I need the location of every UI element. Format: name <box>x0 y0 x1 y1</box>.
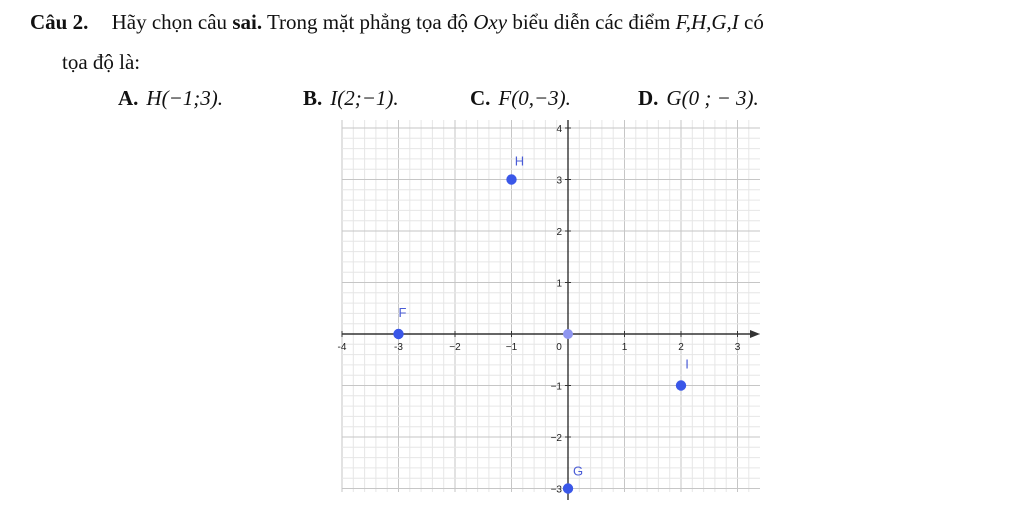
point-label-g: G <box>572 463 584 479</box>
point-o <box>563 329 573 339</box>
x-tick-label: −1 <box>505 342 518 353</box>
y-tick-label: −1 <box>550 381 562 393</box>
question-rest2: biểu diễn các điểm <box>512 10 671 34</box>
question-rest: Trong mặt phẳng tọa độ <box>266 10 469 34</box>
point-f <box>393 329 403 339</box>
point-g <box>563 483 573 493</box>
x-tick-label: -3 <box>394 342 403 353</box>
option-b-value: I(2;−1). <box>330 86 399 110</box>
x-tick-label: 2 <box>678 342 684 353</box>
y-tick-label: −2 <box>550 433 562 444</box>
x-tick-label: -4 <box>337 342 347 353</box>
question-prefix: Hãy chọn câu <box>111 10 228 34</box>
question-emphasis: sai. <box>232 10 263 34</box>
question-points-list: F,H,G,I <box>675 10 739 34</box>
y-tick-label: −3 <box>550 484 562 496</box>
option-a-value: H(−1;3). <box>146 86 223 110</box>
point-i <box>676 380 686 390</box>
option-d-label: D. <box>638 86 659 110</box>
point-h <box>506 174 516 184</box>
y-tick-label: 2 <box>556 227 562 238</box>
x-tick-label: 3 <box>734 342 741 353</box>
x-tick-label: −2 <box>449 342 461 353</box>
x-axis-arrow <box>750 330 760 338</box>
question-line-2: tọa độ là: <box>62 50 141 74</box>
option-d-value: G(0 ; − 3). <box>666 86 759 110</box>
y-tick-label: 3 <box>556 175 562 187</box>
option-c-label: C. <box>470 86 491 110</box>
question-system: Oxy <box>473 10 508 34</box>
point-label-f: F <box>398 305 407 320</box>
question-number: Câu 2. <box>30 10 89 34</box>
option-a-label: A. <box>118 86 139 110</box>
y-tick-label: 1 <box>556 278 562 290</box>
point-label-i: I <box>685 356 689 372</box>
y-tick-label: 4 <box>556 124 562 135</box>
x-tick-label: 1 <box>621 342 628 353</box>
question-tail: có <box>744 10 764 34</box>
x-tick-label: 0 <box>556 342 562 353</box>
option-c-value: F(0,−3). <box>498 86 571 110</box>
option-b-label: B. <box>303 86 323 110</box>
point-label-h: H <box>514 153 525 169</box>
